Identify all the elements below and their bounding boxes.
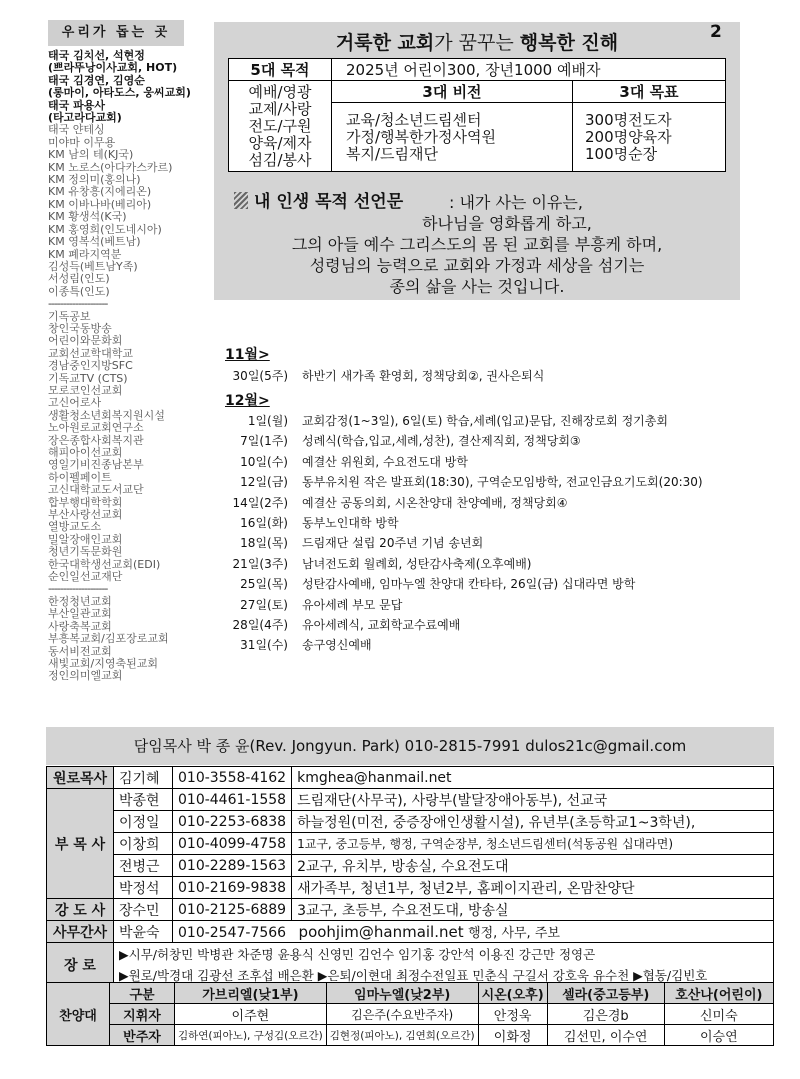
- schedule-date: 28일(4주): [232, 618, 288, 632]
- supported-item: 순인일선교재단: [48, 570, 123, 584]
- supported-item: 미야마 이무용: [48, 135, 116, 149]
- schedule-text: 교회감정(1~3일), 6일(토) 학습,세례(입교)문답, 진해장로회 정기총회: [302, 414, 668, 428]
- schedule-row: [218, 636, 778, 656]
- staff-name: 박종현: [114, 789, 173, 811]
- vision-item: 가정/행복한가정사역원: [346, 127, 496, 146]
- staff-phone: 010-3558-4162: [173, 767, 292, 789]
- staff-name: 장수민: [114, 899, 173, 921]
- supported-item: 정인의미엘교회: [48, 669, 123, 683]
- staff-phone: 010-4099-4758: [173, 833, 292, 855]
- choir-header: 셀라(중고등부): [547, 983, 664, 1004]
- purpose-item: 양육/제자: [248, 133, 312, 152]
- schedule-date: 18일(목): [240, 536, 288, 551]
- supported-item: 고신대학교도서교단: [48, 483, 144, 497]
- supported-item: 사랑축복교회: [48, 619, 112, 633]
- supported-item: 태국 파용사: [48, 98, 105, 112]
- supported-item: 한정청년교회: [48, 594, 112, 608]
- vision-table: [228, 58, 726, 172]
- staff-phone: 010-4461-1558: [173, 789, 292, 811]
- supported-item: (쁘라뚜낭이사교회, HOT): [48, 61, 178, 75]
- staff-duty: 하늘정원(미전, 중증장애인생활시설), 유년부(초등학교1~3학년),: [292, 811, 774, 833]
- schedule-date: 14일(2주): [232, 495, 288, 510]
- schedule-text: 하반기 새가족 환영회, 정책당회②, 권사은퇴식: [302, 369, 545, 383]
- schedule-text: 유아세례식, 교회학교수료예배: [302, 618, 461, 632]
- choir-header: 구분: [110, 983, 175, 1004]
- schedule-text: 동부유치원 작은 발표회(18:30), 구역순모임방학, 전교인금요기도회(20:30): [302, 475, 703, 490]
- staff-duty: 새가족부, 청년1부, 청년2부, 홈페이지관리, 온맘찬양단: [292, 877, 774, 899]
- office-label: 사무간사: [47, 921, 114, 943]
- purpose-item: 예배/영광: [248, 82, 312, 101]
- title-part-happy-jinhae: 행복한 진해: [519, 32, 619, 54]
- page-number: 2: [710, 22, 722, 42]
- schedule-date: 21일(3주): [232, 556, 288, 571]
- conductor-label: 지휘자: [110, 1004, 175, 1025]
- supported-item: 밀알장애인교회: [48, 532, 123, 546]
- supported-item: 모로코인선교회: [48, 383, 123, 397]
- supported-list: [48, 50, 218, 683]
- choir-header: 임마누엘(낮2부): [326, 983, 478, 1004]
- choir-header: 호산나(어린이): [664, 983, 773, 1004]
- accompanist-cell: 이승연: [664, 1025, 773, 1046]
- target-item: 200명양육자: [585, 127, 672, 146]
- purpose-item: 섬김/봉사: [248, 150, 312, 169]
- hatched-bar-icon: [234, 192, 248, 209]
- visions-cell: [332, 103, 573, 172]
- schedule-row: [218, 555, 778, 575]
- staff-phone: 010-2547-7566: [178, 925, 287, 941]
- schedule-row: [218, 367, 778, 387]
- supported-item: 합부행대학학회: [48, 495, 123, 509]
- schedule-row: [218, 596, 778, 616]
- schedule-text: 드림재단 설립 20주년 기념 송년회: [302, 536, 484, 551]
- schedule-text: 성례식(학습,입교,세례,성찬), 결산제직회, 정책당회③: [302, 434, 581, 449]
- schedule-date: 27일(토): [240, 597, 288, 612]
- schedule-row: [218, 616, 778, 636]
- staff-duty: 2교구, 유치부, 방송실, 수요전도대: [292, 855, 774, 877]
- accompanist-cell: 이화정: [478, 1025, 547, 1046]
- supported-item: KM 홍영희(인도네시아): [48, 222, 162, 236]
- supported-item: (롱마이, 아타도스, 웅씨교회): [48, 86, 191, 100]
- supported-item: 서성림(인도): [48, 272, 110, 286]
- supported-item: KM 남의 테(KJ국): [48, 148, 134, 162]
- supported-item: 한국대학생선교회(EDI): [48, 557, 161, 571]
- supported-item: 김성득(베트남Y족): [48, 259, 138, 273]
- supported-item: (타고라다교회): [48, 111, 122, 125]
- schedule-date: 16일(화): [240, 516, 288, 530]
- emeritus-label: 원로목사: [47, 767, 114, 789]
- schedule-text: 예결산 위원회, 수요전도대 방학: [302, 454, 468, 469]
- month-december: 12월>: [225, 393, 270, 409]
- schedule-date: 1일(월): [247, 414, 288, 428]
- staff-duty: 행정, 사무, 주보: [468, 926, 560, 941]
- accompanist-label: 반주자: [110, 1025, 175, 1046]
- schedule-text: 동부노인대학 방학: [302, 516, 399, 530]
- staff-phone: 010-2125-6889: [173, 899, 292, 921]
- supported-item: 해피아이선교회: [48, 446, 123, 459]
- schedule-row: [218, 534, 778, 554]
- supported-item: 태국 얀테싱: [48, 123, 105, 137]
- choir-table: [46, 982, 774, 1046]
- staff-table: [46, 766, 774, 988]
- associate-label: 부 목 사: [47, 789, 114, 899]
- schedule-row: [218, 494, 778, 514]
- elders-retired: ▶원로/박경대 김광선 조후섭 배은환 ▶은퇴/이현대 최정수전일표 민춘식 구길서 강호욱 유수천 ▶협동/김빈호: [119, 968, 708, 983]
- supported-item: 기독교TV (CTS): [48, 371, 128, 385]
- month-november: 11월>: [225, 347, 270, 363]
- elders-active: ▶시무/허창민 박병관 차준명 윤용식 신영민 김언수 임기홍 강안석 이용진 강근만 정영곤: [119, 947, 596, 962]
- conductor-cell: 김은주(수요반주자): [326, 1004, 478, 1025]
- staff-name: 박정석: [114, 877, 173, 899]
- sidebar-title: 우리가 돕는 곳: [48, 20, 184, 46]
- vision-banner: [214, 22, 740, 300]
- supported-item: 청년기독문화원: [48, 545, 123, 559]
- conductor-cell: 이주현: [175, 1004, 327, 1025]
- schedule-text: 예결산 공동의회, 시온찬양대 찬양예배, 정책당회④: [302, 495, 568, 510]
- schedule-row: [218, 453, 778, 473]
- goal-value: 2025년 어린이300, 장년1000 예배자: [332, 59, 726, 81]
- supported-item: 장은종합사회복지관: [48, 433, 144, 447]
- staff-phone: 010-2289-1563: [173, 855, 292, 877]
- vision-item: 복지/드림재단: [346, 144, 438, 163]
- separator: --------------------: [48, 582, 108, 596]
- supported-item: 하이펠페이트: [48, 470, 112, 484]
- supported-item: KM 폐라지역분: [48, 247, 122, 261]
- office-contact: [173, 921, 774, 943]
- accompanist-cell: 김하연(피아노), 구성김(오르간): [175, 1025, 327, 1046]
- conductor-cell: 김은경b: [547, 1004, 664, 1025]
- staff-name: 김기혜: [114, 767, 173, 789]
- supported-item: 부산사랑선교회: [48, 508, 123, 522]
- supported-item: 어린이와문화회: [48, 334, 123, 348]
- staff-name: 이창희: [114, 833, 173, 855]
- elder-label: 장 로: [47, 943, 114, 988]
- staff-email: poohjim@hanmail.net: [298, 923, 464, 941]
- staff-email: kmghea@hanmail.net: [292, 767, 774, 789]
- supported-item: 태국 김경연, 김영순: [48, 73, 145, 87]
- declaration-title: 내 인생 목적 선언문: [234, 192, 403, 213]
- schedule-row: [218, 514, 778, 534]
- banner-title: [214, 28, 740, 55]
- schedule-text: 성탄감사예배, 임마누엘 찬양대 칸타타, 26일(금) 십대라면 방학: [302, 577, 636, 592]
- declaration-line: 그의 아들 예수 그리스도의 몸 된 교회를 부흥케 하며,: [291, 235, 663, 254]
- supported-item: KM 노로스(아다카스카르): [48, 160, 173, 174]
- staff-duty: 1교구, 중고등부, 행정, 구역순장부, 청소년드림센터(석동공원 십대라면): [292, 833, 774, 855]
- supported-item: 경남중인지방SFC: [48, 359, 133, 373]
- supported-item: 부산일관교회: [48, 607, 112, 621]
- supported-item: 영일기비진종남본부: [48, 458, 144, 472]
- elders-cell: [114, 943, 774, 988]
- supported-item: 기독공보: [48, 309, 91, 323]
- separator: --------------------: [48, 297, 108, 311]
- schedule-row: [218, 412, 778, 432]
- purposes-cell: [229, 81, 332, 172]
- senior-pastor-bar: 담임목사 박 종 윤(Rev. Jongyun. Park) 010-2815-7991 dulos21c@gmail.com: [46, 727, 774, 765]
- schedule-date: 12일(금): [240, 475, 288, 490]
- supported-item: 노아원로교회연구소: [48, 421, 144, 435]
- vision-item: 교육/청소년드림센터: [346, 110, 482, 129]
- accompanist-cell: 김선민, 이수연: [547, 1025, 664, 1046]
- supported-item: KM 정의미(홍의나): [48, 173, 141, 187]
- supported-item: 생활청소년회복지원시설: [48, 408, 165, 422]
- supported-item: 태국 김치선, 석현정: [48, 49, 145, 62]
- targets-cell: [573, 103, 726, 172]
- conductor-cell: 안정욱: [478, 1004, 547, 1025]
- supported-item: KM 유창흥(지에리온): [48, 185, 152, 199]
- staff-duty: 3교구, 초등부, 수요전도대, 방송실: [292, 899, 774, 921]
- conductor-cell: 신미숙: [664, 1004, 773, 1025]
- staff-name: 박윤숙: [114, 921, 173, 943]
- accompanist-cell: 김현정(피아노), 김연희(오르간): [326, 1025, 478, 1046]
- schedule-date: 30일(5주): [232, 369, 288, 383]
- declaration-line: 하나님을 영화롭게 하고,: [422, 214, 592, 233]
- schedule-row: [218, 432, 778, 452]
- choir-header: 가브리엘(낮1부): [175, 983, 327, 1004]
- schedule-date: 10일(수): [240, 454, 288, 469]
- choir-label: 찬양대: [47, 983, 110, 1046]
- schedule-row: [218, 473, 778, 493]
- purpose-item: 교제/사랑: [248, 99, 312, 118]
- supported-item: 고신어로사: [48, 396, 102, 410]
- staff-phone: 010-2169-9838: [173, 877, 292, 899]
- declaration-line: : 내가 사는 이유는,: [449, 193, 583, 212]
- purpose-item: 전도/구원: [248, 116, 312, 135]
- supported-item: KM 황생석(K국): [48, 210, 127, 224]
- supported-item: 부흥복교회/김포장로교회: [48, 632, 169, 646]
- supported-item: 새빛교회/지영축된교회: [48, 656, 158, 670]
- schedule-date: 25일(목): [240, 577, 288, 592]
- target-item: 300명전도자: [585, 110, 672, 129]
- vision-head: 3대 비전: [332, 81, 573, 103]
- staff-name: 전병근: [114, 855, 173, 877]
- choir-header: 시온(오후): [478, 983, 547, 1004]
- declaration-line: 종의 삶을 사는 것입니다.: [389, 277, 565, 296]
- target-head: 3대 목표: [573, 81, 726, 103]
- schedule-text: 유아세례 부모 문답: [302, 597, 403, 612]
- title-part-holy-church: 거룩한 교회: [335, 32, 435, 54]
- evangelist-label: 강 도 사: [47, 899, 114, 921]
- target-item: 100명순장: [585, 144, 658, 163]
- supported-item: 이종특(인도): [48, 284, 110, 298]
- schedule-row: [218, 575, 778, 595]
- schedule-text: 송구영신예배: [302, 638, 372, 653]
- staff-duty: 드림재단(사무국), 사랑부(발달장애아동부), 선교국: [292, 789, 774, 811]
- staff-name: 이정일: [114, 811, 173, 833]
- declaration-line: 성령님의 능력으로 교회와 가정과 세상을 섬기는: [309, 256, 645, 275]
- supported-item: 동서비전교회: [48, 644, 112, 658]
- schedule-date: 7일(1주): [240, 434, 288, 449]
- schedule-date: 31일(수): [240, 638, 288, 653]
- title-part-dream: 가 꿈꾸는: [434, 32, 520, 54]
- staff-phone: 010-2253-6838: [173, 811, 292, 833]
- supported-item: 열방교도소: [48, 520, 102, 534]
- goal-label: 5대 목적: [229, 59, 332, 81]
- supported-item: 교회선교학대학교: [48, 346, 134, 360]
- supported-item: KM 영복석(베트남): [48, 235, 141, 249]
- supported-item: KM 이바나바(베리아): [48, 197, 152, 211]
- supported-item: 창인국동방송: [48, 321, 112, 335]
- schedule-text: 남녀전도회 월례회, 성탄감사축제(오후예배): [302, 556, 532, 571]
